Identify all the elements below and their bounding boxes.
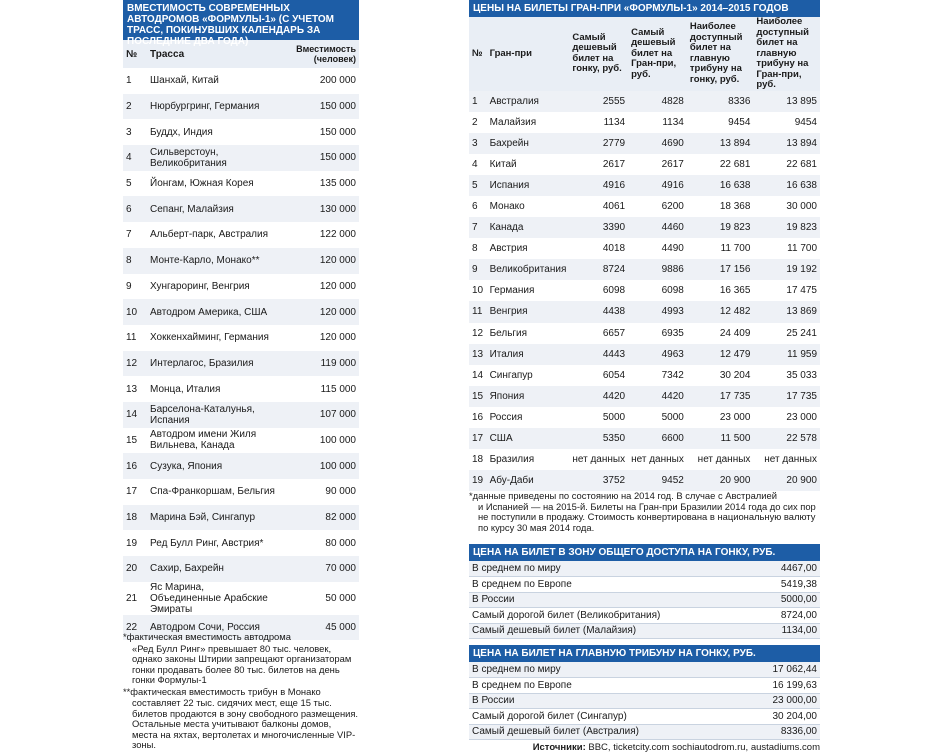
row-track: Шанхай, Китай — [150, 75, 219, 87]
table-row — [123, 530, 359, 556]
table-row — [123, 299, 359, 325]
row-price-a: 6657 — [602, 327, 626, 339]
table-row — [123, 428, 359, 454]
col-gp: Гран-при — [487, 17, 570, 91]
row-num: 3 — [472, 137, 478, 149]
row-price-c: 22 681 — [719, 158, 751, 170]
row-price-d: 19 823 — [786, 222, 817, 234]
table-row — [123, 325, 359, 351]
row-price-a: 4018 — [602, 243, 626, 255]
row-num: 12 — [472, 327, 484, 339]
row-price-d: 17 735 — [786, 390, 817, 402]
row-capacity: 82 000 — [325, 512, 356, 524]
row-track: Сахир, Бахрейн — [150, 563, 224, 575]
row-price-d: 11 700 — [787, 243, 817, 255]
table-row — [469, 238, 820, 259]
table-row — [123, 479, 359, 505]
tracks-body — [123, 68, 359, 640]
table-row — [123, 248, 359, 274]
row-capacity: 50 000 — [325, 592, 356, 604]
row-price-b: 4963 — [661, 348, 684, 360]
row-num: 1 — [472, 95, 478, 107]
table-row — [469, 678, 820, 694]
row-price-d: 13 894 — [786, 137, 817, 149]
row-price-c: 13 894 — [719, 137, 751, 149]
row-price-a: 3752 — [602, 475, 626, 487]
grandstand-panel — [469, 645, 820, 740]
table-row — [469, 91, 820, 112]
row-label: В среднем по миру — [469, 561, 757, 577]
row-capacity: 119 000 — [320, 357, 356, 369]
row-price-c: 9454 — [728, 116, 751, 128]
table-row — [123, 68, 359, 94]
row-track: Спа-Франкоршам, Бельгия — [150, 486, 275, 498]
row-gp: Германия — [489, 285, 535, 297]
row-track: Барселона-Каталунья, Испания — [150, 403, 255, 426]
row-price-d: 20 900 — [786, 475, 817, 487]
row-track: Марина Бэй, Сингапур — [150, 512, 256, 524]
row-label: В России — [469, 592, 757, 608]
row-price-d: 25 241 — [786, 327, 817, 339]
row-num: 7 — [126, 229, 132, 241]
table-row — [469, 623, 820, 639]
row-price-b: 4916 — [661, 179, 684, 191]
row-capacity: 150 000 — [319, 152, 356, 164]
row-value: 5419,38 — [757, 577, 820, 593]
row-gp: Испания — [489, 179, 530, 191]
row-price-c: 30 204 — [719, 369, 751, 381]
row-track: Хунгароринг, Венгрия — [150, 280, 250, 292]
row-price-c: 16 365 — [719, 285, 751, 297]
row-capacity: 135 000 — [319, 178, 356, 190]
row-price-c: 8336 — [728, 95, 751, 107]
row-num: 13 — [472, 348, 484, 360]
row-price-a: 2617 — [602, 158, 626, 170]
table-row — [469, 428, 820, 449]
tracks-panel — [123, 0, 359, 640]
table-row — [123, 196, 359, 222]
row-num: 11 — [472, 306, 483, 318]
col-cheapest-race: Самый дешевый билет на гонку, руб. — [569, 17, 628, 91]
footnote-2-body: составляет 22 тыс. сидячих мест, еще 15 тыс. билетов продаются в зону свободного размещения. Остальные места учитывают балконы домов, места на яхтах, вертолетах и многочисленные VIP-зоны. — [132, 697, 359, 750]
row-price-b: 6200 — [661, 201, 684, 213]
row-value: 1134,00 — [757, 623, 820, 639]
row-num: 7 — [472, 222, 478, 234]
table-row — [469, 133, 820, 154]
table-row — [469, 365, 820, 386]
col-track: Трасса — [147, 40, 278, 68]
prices-table — [469, 17, 820, 491]
row-capacity: 115 000 — [320, 383, 356, 395]
sources-label: Источники: — [532, 742, 586, 753]
row-price-a: 5350 — [602, 433, 626, 445]
table-row — [123, 94, 359, 120]
row-num: 17 — [126, 486, 138, 498]
table-row — [123, 556, 359, 582]
row-price-b: 6098 — [661, 285, 684, 297]
table-row — [469, 592, 820, 608]
row-num: 16 — [472, 411, 484, 423]
footnote-1-body: «Ред Булл Ринг» превышает 80 тыс. человек, однако законы Штирии запрещают организаторам гонки продавать более 80 тыс. билетов на день гонки Формулы-1 — [132, 642, 352, 685]
row-num: 4 — [472, 158, 478, 170]
row-value: 4467,00 — [757, 561, 820, 577]
row-gp: Япония — [489, 390, 525, 402]
table-row — [123, 274, 359, 300]
col-main-race: Наиболее доступный билет на главную трибуну на гонку, руб. — [687, 17, 754, 91]
row-track: Автодром имени Жиля Вильнева, Канада — [150, 429, 257, 452]
row-gp: Монако — [489, 201, 525, 213]
row-price-b: 6600 — [661, 433, 684, 445]
table-row — [123, 402, 359, 428]
table-row — [469, 301, 820, 322]
row-price-a: 5000 — [602, 411, 626, 423]
row-price-a: нет данных — [572, 454, 626, 466]
row-num: 5 — [472, 179, 478, 191]
row-track: Нюрбургринг, Германия — [150, 101, 260, 113]
row-num: 5 — [126, 178, 132, 190]
row-capacity: 120 000 — [319, 280, 356, 292]
row-price-b: 6935 — [661, 327, 684, 339]
row-price-c: нет данных — [697, 454, 751, 466]
row-gp: США — [489, 433, 513, 445]
row-capacity: 120 000 — [319, 306, 356, 318]
row-value: 23 000,00 — [741, 693, 820, 709]
row-price-a: 8724 — [602, 264, 626, 276]
row-num: 6 — [126, 203, 132, 215]
table-row — [469, 323, 820, 344]
row-capacity: 120 000 — [319, 255, 356, 267]
sources-text: BBC, ticketcity.com sochiautodrom.ru, austadiums.com — [585, 742, 820, 753]
row-num: 20 — [126, 563, 138, 575]
row-price-b: 9886 — [661, 264, 684, 276]
row-value: 8724,00 — [757, 608, 820, 624]
tracks-title: ВМЕСТИМОСТЬ СОВРЕМЕННЫХ АВТОДРОМОВ «ФОРМУЛЫ-1» (С УЧЕТОМ ТРАСС, ПОКИНУВШИХ КАЛЕНДАРЬ ЗА ПОСЛЕДНИЕ ДВА ГОДА) — [123, 0, 359, 40]
row-track: Автодром Америка, США — [150, 306, 268, 318]
row-price-b: 2617 — [661, 158, 684, 170]
row-price-a: 3390 — [602, 222, 626, 234]
row-capacity: 120 000 — [319, 332, 356, 344]
row-track: Монца, Италия — [150, 383, 221, 395]
tracks-footnotes — [123, 632, 359, 752]
row-value: 16 199,63 — [741, 678, 820, 694]
col-num: № — [469, 17, 487, 91]
row-price-a: 4443 — [602, 348, 626, 360]
row-price-a: 1134 — [603, 116, 626, 128]
table-row — [469, 154, 820, 175]
row-capacity: 100 000 — [319, 460, 356, 472]
row-num: 9 — [126, 280, 132, 292]
row-price-c: 20 900 — [719, 475, 751, 487]
row-track: Ред Булл Ринг, Австрия* — [150, 537, 264, 549]
row-num: 14 — [126, 409, 138, 421]
prices-body — [469, 91, 820, 492]
row-gp: Россия — [489, 411, 523, 423]
row-num: 3 — [126, 126, 132, 138]
row-price-d: 13 895 — [786, 95, 817, 107]
row-gp: Китай — [489, 158, 517, 170]
row-price-d: 19 192 — [786, 264, 817, 276]
row-price-c: 23 000 — [719, 411, 751, 423]
row-num: 15 — [472, 390, 484, 402]
row-label: Самый дешевый билет (Австралия) — [469, 724, 741, 740]
row-num: 14 — [472, 369, 484, 381]
row-track: Монте-Карло, Монако** — [150, 255, 260, 267]
table-row — [123, 351, 359, 377]
row-price-b: 4993 — [661, 306, 684, 318]
row-price-c: 12 479 — [719, 348, 751, 360]
col-num: № — [123, 40, 147, 68]
row-price-c: 19 823 — [719, 222, 751, 234]
row-num: 2 — [472, 116, 478, 128]
row-num: 10 — [126, 306, 138, 318]
row-price-d: 22 681 — [786, 158, 817, 170]
row-capacity: 130 000 — [319, 203, 356, 215]
row-capacity: 90 000 — [325, 486, 356, 498]
table-row — [469, 608, 820, 624]
table-row — [469, 280, 820, 301]
row-num: 19 — [472, 475, 484, 487]
row-track: Автодром Сочи, Россия — [150, 622, 260, 634]
row-price-a: 4420 — [602, 390, 626, 402]
row-track: Интерлагос, Бразилия — [150, 357, 254, 369]
table-row — [469, 449, 820, 470]
row-num: 22 — [126, 622, 138, 634]
table-row — [123, 505, 359, 531]
table-row — [123, 119, 359, 145]
table-row — [123, 453, 359, 479]
table-row — [469, 217, 820, 238]
row-price-a: 2779 — [602, 137, 626, 149]
grandstand-table — [469, 662, 820, 740]
row-label: В среднем по Европе — [469, 678, 741, 694]
row-capacity: 107 000 — [319, 409, 356, 421]
general-table — [469, 561, 820, 639]
row-price-b: нет данных — [631, 454, 684, 466]
row-price-b: 4828 — [661, 95, 684, 107]
prices-title: ЦЕНЫ НА БИЛЕТЫ ГРАН-ПРИ «ФОРМУЛЫ-1» 2014–2015 ГОДОВ — [469, 0, 820, 17]
footnote-2-lead: **фактическая вместимость трибун в Монако — [123, 685, 321, 697]
row-num: 1 — [126, 75, 132, 87]
row-label: В среднем по миру — [469, 662, 741, 678]
row-gp: Малайзия — [489, 116, 537, 128]
row-price-a: 4061 — [602, 201, 626, 213]
row-price-b: 4690 — [661, 137, 684, 149]
row-price-c: 18 368 — [719, 201, 751, 213]
row-value: 30 204,00 — [741, 709, 820, 725]
row-num: 17 — [472, 433, 484, 445]
footnote-1-lead: *фактическая вместимость автодрома — [123, 631, 291, 642]
table-row — [469, 175, 820, 196]
row-price-c: 11 500 — [720, 433, 751, 445]
row-price-d: 9454 — [794, 116, 817, 128]
row-capacity: 80 000 — [325, 537, 356, 549]
row-num: 11 — [126, 332, 137, 344]
row-gp: Австралия — [489, 95, 539, 107]
row-num: 13 — [126, 383, 138, 395]
table-row — [469, 693, 820, 709]
prices-note-body: и Испанией — на 2015-й. Билеты на Гран-при Бразилии 2014 года до сих пор не поступили в продажу. Стоимость конвертирована в национальную валюту по курсу 30 мая 2014 года. — [478, 500, 816, 533]
table-row — [469, 386, 820, 407]
general-title: ЦЕНА НА БИЛЕТ В ЗОНУ ОБЩЕГО ДОСТУПА НА ГОНКУ, РУБ. — [469, 544, 820, 561]
row-gp: Великобритания — [489, 264, 567, 276]
row-gp: Венгрия — [489, 306, 528, 318]
row-price-b: 4460 — [661, 222, 684, 234]
table-row — [469, 407, 820, 428]
grandstand-title: ЦЕНА НА БИЛЕТ НА ГЛАВНУЮ ТРИБУНУ НА ГОНКУ, РУБ. — [469, 645, 820, 662]
col-capacity: Вместимость (человек) — [278, 40, 359, 68]
table-row — [469, 561, 820, 577]
row-price-d: 13 869 — [786, 306, 817, 318]
row-price-c: 16 638 — [719, 179, 751, 191]
row-track: Буддх, Индия — [150, 126, 213, 138]
table-row — [123, 582, 359, 615]
row-track: Альберт-парк, Австралия — [150, 229, 269, 241]
row-price-a: 6098 — [602, 285, 626, 297]
row-gp: Бельгия — [489, 327, 528, 339]
table-row — [469, 724, 820, 740]
row-num: 19 — [126, 537, 138, 549]
row-num: 15 — [126, 434, 138, 446]
row-num: 9 — [472, 264, 478, 276]
row-capacity: 100 000 — [319, 434, 356, 446]
row-price-b: 9452 — [661, 475, 684, 487]
row-num: 4 — [126, 152, 132, 164]
row-num: 2 — [126, 101, 132, 113]
row-capacity: 45 000 — [325, 622, 356, 634]
row-price-a: 4916 — [602, 179, 626, 191]
table-row — [469, 662, 820, 678]
row-capacity: 70 000 — [325, 563, 356, 575]
row-label: Самый дорогой билет (Сингапур) — [469, 709, 741, 725]
tracks-table — [123, 40, 359, 640]
row-label: В среднем по Европе — [469, 577, 757, 593]
row-num: 18 — [472, 454, 484, 466]
table-row — [123, 222, 359, 248]
sources — [469, 742, 820, 753]
row-track: Сильверстоун, Великобритания — [150, 146, 227, 169]
row-num: 6 — [472, 201, 478, 213]
row-gp: Австрия — [489, 243, 528, 255]
row-price-c: 11 700 — [720, 243, 751, 255]
table-row — [469, 344, 820, 365]
row-price-d: 30 000 — [786, 201, 817, 213]
table-row — [469, 259, 820, 280]
row-capacity: 150 000 — [319, 101, 356, 113]
row-price-c: 17 156 — [719, 264, 751, 276]
row-price-d: 22 578 — [786, 433, 817, 445]
row-gp: Бразилия — [489, 454, 535, 466]
row-track: Хоккенхайминг, Германия — [150, 332, 269, 344]
prices-panel — [469, 0, 820, 491]
row-label: В России — [469, 693, 741, 709]
row-price-b: 7342 — [661, 369, 684, 381]
row-gp: Италия — [489, 348, 524, 360]
prices-note-lead: *данные приведены по состоянию на 2014 год. В случае с Австралией — [469, 490, 777, 501]
row-value: 5000,00 — [757, 592, 820, 608]
row-price-a: 4438 — [602, 306, 626, 318]
table-row — [469, 577, 820, 593]
row-price-d: 16 638 — [786, 179, 817, 191]
row-price-d: нет данных — [764, 454, 817, 466]
table-row — [469, 470, 820, 491]
row-price-b: 4490 — [661, 243, 684, 255]
row-num: 10 — [472, 285, 484, 297]
row-price-b: 1134 — [662, 116, 684, 128]
row-price-a: 2555 — [602, 95, 626, 107]
row-num: 8 — [126, 255, 132, 267]
row-track: Яс Марина, Объединенные Арабские Эмираты — [150, 581, 268, 615]
row-value: 8336,00 — [741, 724, 820, 740]
row-capacity: 122 000 — [319, 229, 356, 241]
row-num: 12 — [126, 357, 138, 369]
prices-header-row — [469, 17, 820, 91]
row-track: Сепанг, Малайзия — [150, 203, 234, 215]
row-price-d: 35 033 — [786, 369, 817, 381]
row-price-c: 17 735 — [719, 390, 751, 402]
row-num: 8 — [472, 243, 478, 255]
general-panel — [469, 544, 820, 639]
row-gp: Сингапур — [489, 369, 533, 381]
table-row — [469, 112, 820, 133]
table-row — [123, 376, 359, 402]
prices-note — [469, 491, 820, 533]
row-gp: Канада — [489, 222, 524, 234]
row-num: 16 — [126, 460, 138, 472]
row-gp: Бахрейн — [489, 137, 529, 149]
row-price-c: 12 482 — [719, 306, 751, 318]
row-price-d: 23 000 — [786, 411, 817, 423]
col-cheapest-gp: Самый дешевый билет на Гран-при, руб. — [628, 17, 687, 91]
row-gp: Абу-Даби — [489, 475, 534, 487]
row-track: Йонгам, Южная Корея — [150, 178, 254, 190]
row-label: Самый дешевый билет (Малайзия) — [469, 623, 757, 639]
row-price-b: 4420 — [661, 390, 684, 402]
row-price-d: 11 959 — [787, 348, 817, 360]
row-price-c: 24 409 — [719, 327, 751, 339]
row-price-a: 6054 — [602, 369, 626, 381]
row-capacity: 150 000 — [319, 126, 356, 138]
table-row — [469, 196, 820, 217]
table-row — [123, 145, 359, 171]
row-price-b: 5000 — [661, 411, 684, 423]
row-capacity: 200 000 — [319, 75, 356, 87]
col-main-gp: Наиболее доступный билет на главную трибуну на Гран-при, руб. — [753, 17, 820, 91]
table-row — [123, 171, 359, 197]
row-num: 21 — [126, 592, 138, 604]
row-track: Сузука, Япония — [150, 460, 223, 472]
row-num: 18 — [126, 512, 138, 524]
row-price-d: 17 475 — [786, 285, 817, 297]
table-row — [469, 709, 820, 725]
row-value: 17 062,44 — [741, 662, 820, 678]
row-label: Самый дорогой билет (Великобритания) — [469, 608, 757, 624]
